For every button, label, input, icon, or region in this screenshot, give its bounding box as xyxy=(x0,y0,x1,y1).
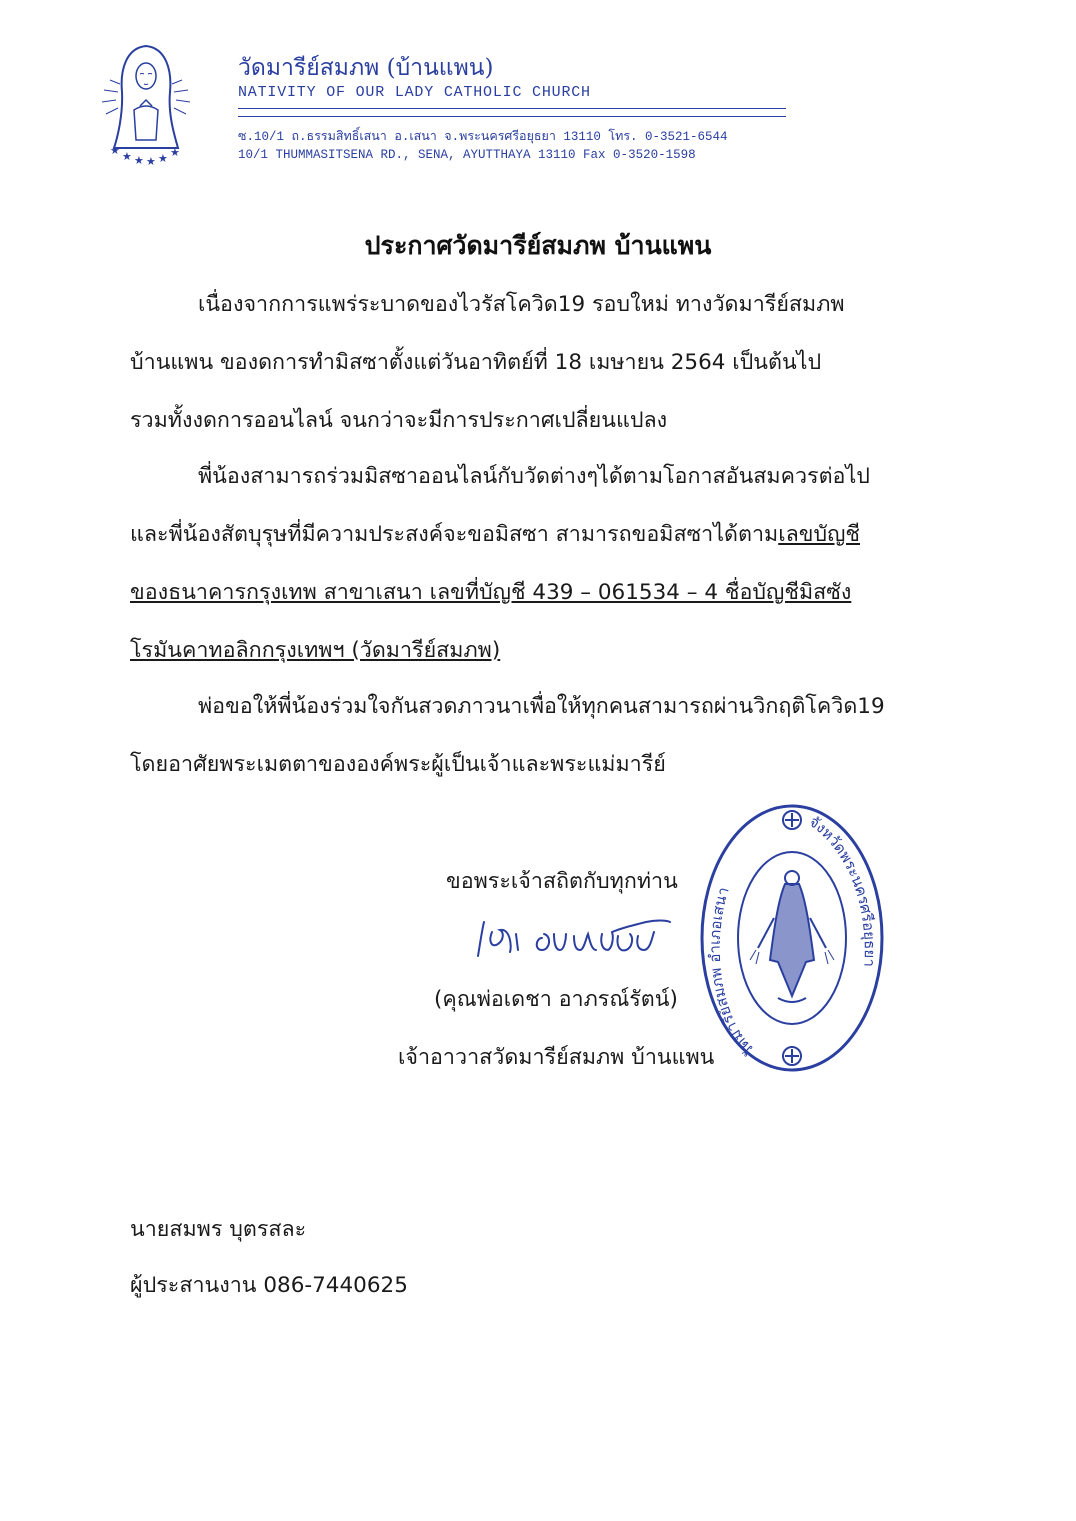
paragraph-line: พี่น้องสามารถร่วมมิสซาออนไลน์กับวัดต่างๆได้ตามโอกาสอันสมควรต่อไป xyxy=(198,464,870,489)
bank-account-highlight: เลขบัญชี xyxy=(778,522,860,547)
signer-name: (คุณพ่อเดชา อาภรณ์รัตน์) xyxy=(434,987,678,1012)
paragraph-line: เนื่องจากการแพร่ระบาดของไวรัสโควิด19 รอบใหม่ ทางวัดมารีย์สมภพ xyxy=(198,292,845,317)
church-seal-icon xyxy=(696,800,888,1076)
blessing-text: ขอพระเจ้าสถิตกับทุกท่าน xyxy=(446,869,678,894)
paragraph-prayer xyxy=(130,678,885,794)
bank-account-details: ของธนาคารกรุงเทพ สาขาเสนา เลขที่บัญชี 439 – 061534 – 4 ชื่อบัญชีมิสซัง xyxy=(130,580,852,605)
paragraph-line: พ่อขอให้พี่น้องร่วมใจกันสวดภาวนาเพื่อให้ทุกคนสามารถผ่านวิกฤติโควิด19 xyxy=(198,694,885,719)
svg-text:★: ★ xyxy=(122,150,132,163)
virgin-mary-logo-icon xyxy=(96,40,196,170)
letterhead xyxy=(96,40,796,175)
coordinator-name: นายสมพร บุตรสละ xyxy=(130,1217,307,1242)
svg-text:★: ★ xyxy=(158,152,168,165)
signature-icon xyxy=(470,908,680,968)
paragraph-line: บ้านแพน ของดการทำมิสซาตั้งแต่วันอาทิตย์ที่ 18 เมษายน 2564 เป็นต้นไป xyxy=(130,350,822,375)
address-english: 10/1 THUMMASITSENA RD., SENA, AYUTTHAYA 13110 Fax 0-3520-1598 xyxy=(238,148,696,162)
svg-text:★: ★ xyxy=(146,155,156,168)
svg-text:★: ★ xyxy=(170,146,180,159)
svg-text:★: ★ xyxy=(110,144,120,157)
paragraph-text: และพี่น้องสัตบุรุษที่มีความประสงค์จะขอมิสซา สามารถขอมิสซาได้ตาม xyxy=(130,522,779,547)
seal-text-left: วัดมารีย์สมภพ อำเภอเสนา xyxy=(705,884,759,1061)
signer-title: เจ้าอาวาสวัดมารีย์สมภพ บ้านแพน xyxy=(398,1045,715,1070)
svg-text:★: ★ xyxy=(134,154,144,167)
paragraph-suspension xyxy=(130,276,845,450)
church-name-thai: วัดมารีย์สมภพ (บ้านแพน) xyxy=(238,55,494,81)
coordinator-contact: ผู้ประสานงาน 086-7440625 xyxy=(130,1273,408,1298)
church-name-english: NATIVITY OF OUR LADY CATHOLIC CHURCH xyxy=(238,84,591,101)
address-thai: ซ.10/1 ถ.ธรรมสิทธิ์เสนา อ.เสนา จ.พระนครศรีอยุธยา 13110 โทร. 0-3521-6544 xyxy=(238,130,728,144)
letterhead-divider xyxy=(238,108,786,117)
announcement-title: ประกาศวัดมารีย์สมภพ บ้านแพน xyxy=(364,231,712,260)
bank-account-name: โรมันคาทอลิกกรุงเทพฯ (วัดมารีย์สมภพ) xyxy=(130,638,501,663)
paragraph-line: โดยอาศัยพระเมตตาขององค์พระผู้เป็นเจ้าและพระแม่มารีย์ xyxy=(130,752,666,777)
seal-text-right: จังหวัดพระนครศรีอยุธยา xyxy=(805,812,879,968)
paragraph-line xyxy=(130,506,870,564)
paragraph-line: รวมทั้งงดการออนไลน์ จนกว่าจะมีการประกาศเปลี่ยนแปลง xyxy=(130,408,668,433)
paragraph-mass-request xyxy=(130,448,870,680)
